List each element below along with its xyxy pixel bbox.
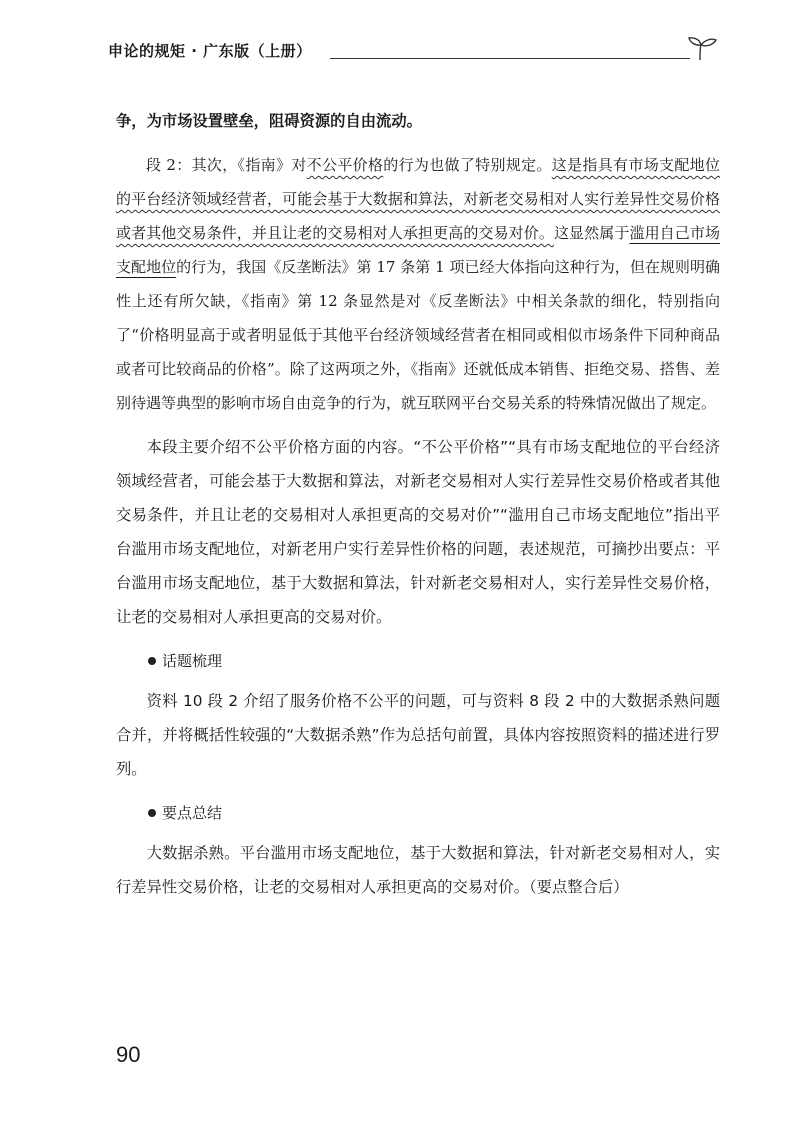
- highlight-dominant-operator: 这是指具有市场支配地位的平台经济领域经营者，可能会基于大数据和算法，对新老交易相对人实行差异性交易价格或者其他交易条件，并且让老的交易相对人承担更高的交易对价。: [116, 156, 720, 242]
- bullet-icon: [148, 809, 156, 817]
- source-text: 的行为也做了特别规定。: [383, 156, 552, 174]
- section-heading-label: 要点总结: [162, 804, 223, 822]
- summary-paragraph: 大数据杀熟。平台滥用市场支配地位，基于大数据和算法，针对新老交易相对人，实行差异性交易价格，让老的交易相对人承担更高的交易对价。（要点整合后）: [116, 844, 720, 896]
- source-text: 段 2：其次，《指南》对: [146, 156, 307, 174]
- highlight-abuse-dominance: 滥用自己市场支配地位: [116, 224, 720, 276]
- section-heading-summary: [116, 796, 720, 830]
- highlight-unfair-price: 不公平价格: [306, 156, 384, 174]
- section-heading-label: 话题梳理: [162, 652, 223, 670]
- bullet-icon: [148, 657, 156, 665]
- quoted-source-paragraph: [116, 148, 720, 420]
- running-header: [108, 36, 718, 66]
- book-title: 申论的规矩 · 广东版（上册）: [108, 42, 312, 60]
- page-body: [116, 104, 720, 904]
- section-heading-topic: [116, 644, 720, 678]
- page-number: 90: [116, 1042, 141, 1067]
- source-text: 的行为，我国《反垄断法》第 17 条第 1 项已经大体指向这种行为，但在规则明确性上还有所欠缺，《指南》第 12 条显然是对《反垄断法》中相关条款的细化，特别指向了“价格明显高于或者明显低于其他平台经济领域经营者在相同或相似市场条件下同种商品或者可比较商品的价格”。除了这两项之外，《指南》还就低成本销售、拒绝交易、搭售、差别待遇等典型的影响市场自由竞争的行为，就互联网平台交易关系的特殊情况做出了规定。: [116, 258, 720, 412]
- topic-paragraph: 资料 10 段 2 介绍了服务价格不公平的问题，可与资料 8 段 2 中的大数据杀熟问题合并，并将概括性较强的“大数据杀熟”作为总括句前置，具体内容按照资料的描述进行罗列。: [116, 692, 720, 778]
- source-text: 这显然属于: [553, 224, 630, 242]
- sprout-icon: [686, 36, 718, 62]
- paragraph-continuation: 争，为市场设置壁垒，阻碍资源的自由流动。: [116, 112, 422, 130]
- analysis-paragraph: 本段主要介绍不公平价格方面的内容。“不公平价格”“具有市场支配地位的平台经济领域经营者，可能会基于大数据和算法，对新老交易相对人实行差异性交易价格或者其他交易条件，并且让老的交易相对人承担更高的交易对价”“滥用自己市场支配地位”指出平台滥用市场支配地位，对新老用户实行差异性价格的问题，表述规范，可摘抄出要点：平台滥用市场支配地位，基于大数据和算法，针对新老交易相对人，实行差异性交易价格，让老的交易相对人承担更高的交易对价。: [116, 438, 720, 626]
- header-rule: [330, 58, 690, 59]
